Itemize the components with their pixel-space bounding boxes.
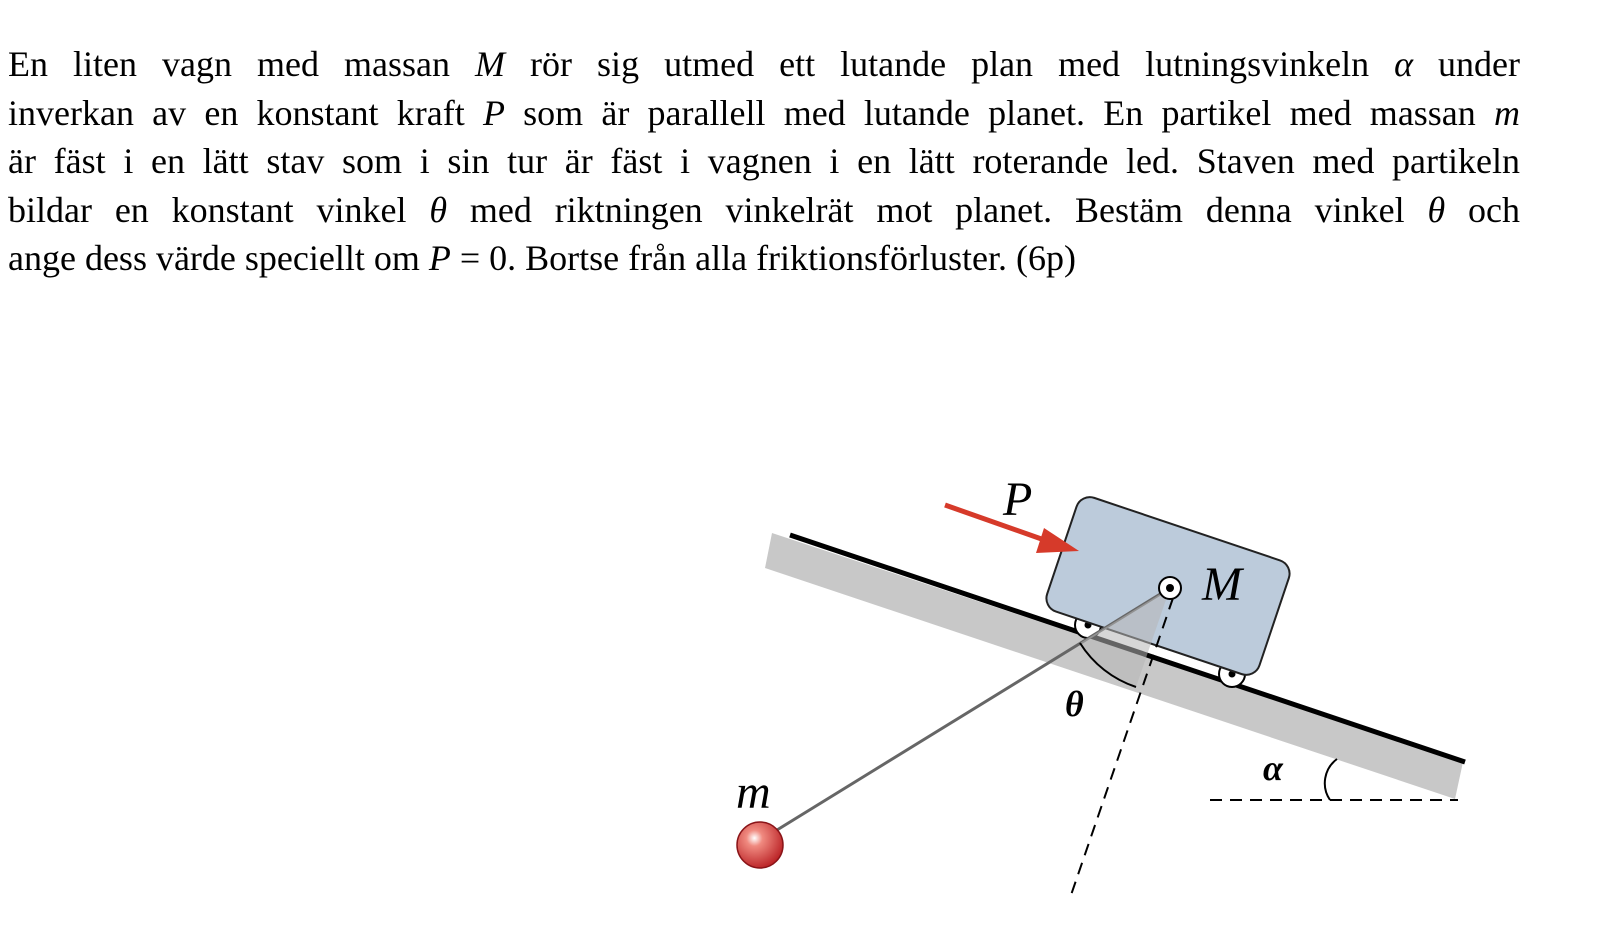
math-P-2: P [428,238,451,278]
theta-label: θ [1065,684,1084,724]
problem-line-1: En liten vagn med massan M rör sig utmed ett lutande plan med lutningsvinkeln α under [8,44,1521,84]
problem-line-5: ange dess värde speciellt om P = 0. Bortse från alla friktionsförluster. (6p) [8,238,1077,278]
alpha-label: α [1263,748,1283,788]
problem-line-2: inverkan av en konstant kraft P som är parallell med lutande planet. En partikel med massan m [8,92,1521,133]
alpha-angle-arc [1325,759,1337,800]
math-theta: θ [429,189,448,230]
math-M: M [475,44,506,84]
math-alpha: α [1394,44,1414,84]
particle-mass-label: m [736,766,771,819]
math-theta-2: θ [1427,189,1446,230]
force-label: P [1003,473,1033,526]
problem-line-4: bildar en konstant vinkel θ med riktningen vinkelrät mot planet. Bestäm denna vinkel θ och [8,189,1520,230]
problem-line-3: är fäst i en lätt stav som i sin tur är fäst i vagnen i en lätt roterande led. Staven med partikeln [8,141,1520,181]
math-m: m [1494,92,1521,133]
particle [737,822,783,868]
cart-mass-label: M [1202,558,1242,611]
pivot-joint [1159,577,1181,599]
math-P: P [482,92,505,133]
